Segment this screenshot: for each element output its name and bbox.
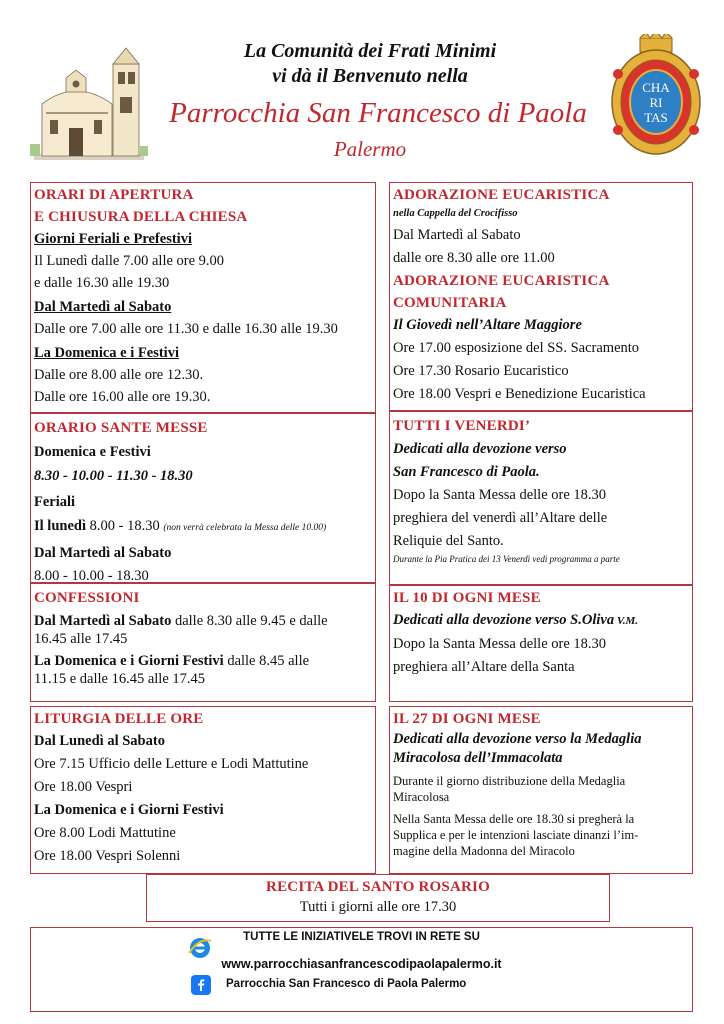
header-line1: La Comunità dei Frati Minimi	[243, 40, 497, 62]
adorazione-item2: Ore 17.30 Rosario Eucaristico	[393, 363, 569, 379]
messe-martedi-label: Dal Martedì al Sabato	[34, 545, 172, 561]
messe-domenica-label: Domenica e Festivi	[34, 444, 151, 460]
emblem-text-3: TAS	[644, 110, 668, 125]
church-illustration	[28, 42, 148, 164]
dieci-line1: Dopo la Santa Messa delle ore 18.30	[393, 636, 607, 652]
dieci-dedica: Dedicati alla devozione verso S.Oliva	[393, 612, 615, 628]
ventisette-line2: Miracolosa	[393, 790, 450, 804]
confessioni-martedi-label: Dal Martedì al Sabato	[34, 613, 172, 629]
rosario-text: Tutti i giorni alle ore 17.30	[299, 899, 457, 915]
venerdi-line2: preghiera del venerdì all’Altare delle	[393, 510, 608, 526]
ventisette-dedica-1: Dedicati alla devozione verso la Medaglia	[393, 731, 642, 747]
facebook-link[interactable]: Parrocchia San Francesco di Paola Palermo	[226, 978, 467, 990]
confessioni-domenica-2: 11.15 e dalle 16.45 alle 17.45	[34, 671, 206, 687]
orari-martedi-text: Dalle ore 7.00 alle ore 11.30 e dalle 16.30 alle 19.30	[34, 321, 338, 337]
confessioni-martedi-1: dalle 8.30 alle 9.45 e dalle	[171, 613, 328, 629]
ventisette-line5: magine della Madonna del Miracolo	[393, 844, 575, 858]
venerdi-title: TUTTI I VENERDI’	[393, 418, 531, 434]
confessioni-martedi-row	[34, 612, 328, 630]
venerdi-dedica-2: San Francesco di Paola.	[393, 464, 540, 480]
charitas-emblem	[610, 34, 702, 164]
dieci-title: IL 10 DI OGNI MESE	[393, 590, 541, 606]
footer-heading: TUTTE LE INIZIATIVELE TROVI IN RETE SU	[243, 931, 480, 943]
messe-lunedi-label: Il lunedì	[34, 518, 86, 534]
ventisette-line3: Nella Santa Messa delle ore 18.30 si pregherà la	[393, 812, 635, 826]
messe-lunedi-times: 8.00 - 18.30	[85, 518, 164, 534]
confessioni-domenica-1: dalle 8.45 alle	[223, 653, 310, 669]
orari-martedi-label: Dal Martedì al Sabato	[34, 299, 172, 315]
facebook-icon[interactable]	[191, 975, 211, 995]
rosario-title: RECITA DEL SANTO ROSARIO	[266, 879, 490, 895]
liturgia-festivi-1: Ore 8.00 Lodi Mattutine	[34, 825, 176, 841]
orari-domenica-2: Dalle ore 16.00 alle ore 19.30.	[34, 389, 211, 405]
orari-title1: ORARI DI APERTURA	[34, 187, 194, 203]
messe-domenica-times: 8.30 - 10.00 - 11.30 - 18.30	[34, 468, 193, 484]
confessioni-domenica-row	[34, 652, 328, 670]
adorazione-location: nella Cappella del Crocifisso	[393, 208, 518, 219]
venerdi-dedica-1: Dedicati alla devozione verso	[393, 441, 567, 457]
liturgia-feriali-2: Ore 18.00 Vespri	[34, 779, 133, 795]
venerdi-line3: Reliquie del Santo.	[393, 533, 504, 549]
confessioni-martedi-2: 16.45 alle 17.45	[34, 631, 128, 647]
website-link[interactable]: www.parrocchiasanfrancescodipaolapalermo.it	[221, 957, 502, 971]
liturgia-feriali-1: Ore 7.15 Ufficio delle Letture e Lodi Mattutine	[34, 756, 309, 772]
confessioni-domenica-label: La Domenica e i Giorni Festivi	[34, 653, 224, 669]
messe-martedi-times: 8.00 - 10.00 - 18.30	[34, 568, 149, 584]
messe-feriali-label: Feriali	[34, 494, 76, 510]
adorazione-line2: dalle ore 8.30 alle ore 11.00	[393, 250, 555, 266]
messe-title: ORARIO SANTE MESSE	[34, 420, 208, 436]
adorazione-title2a: ADORAZIONE EUCARISTICA	[393, 273, 610, 289]
emblem-text-1: CHA	[642, 80, 670, 95]
adorazione-giovedi: Il Giovedì nell’Altare Maggiore	[393, 317, 582, 333]
confessioni-title: CONFESSIONI	[34, 590, 140, 606]
venerdi-note: Durante la Pia Pratica dei 13 Venerdì vedi programma a parte	[393, 554, 620, 564]
liturgia-title: LITURGIA DELLE ORE	[34, 711, 204, 727]
orari-title2: E CHIUSURA DELLA CHIESA	[34, 209, 248, 225]
header-line2: vi dà il Benvenuto nella	[272, 65, 468, 87]
orari-domenica-1: Dalle ore 8.00 alle ore 12.30.	[34, 367, 204, 383]
messe-lunedi-row	[34, 515, 326, 539]
city-title: Palermo	[333, 137, 407, 161]
liturgia-feriali-label: Dal Lunedì al Sabato	[34, 733, 165, 749]
adorazione-title2b: COMUNITARIA	[393, 295, 507, 311]
venerdi-line1: Dopo la Santa Messa delle ore 18.30	[393, 487, 607, 503]
liturgia-festivi-label: La Domenica e i Giorni Festivi	[34, 802, 224, 818]
dieci-dedica-suffix: V.M.	[614, 615, 639, 627]
ventisette-title: IL 27 DI OGNI MESE	[393, 711, 541, 727]
ventisette-line1: Durante il giorno distribuzione della Medaglia	[393, 774, 626, 788]
adorazione-item3: Ore 18.00 Vespri e Benedizione Eucaristica	[393, 386, 646, 402]
messe-lunedi-note: (non verrà celebrata la Messa delle 10.00)	[163, 523, 327, 533]
liturgia-festivi-2: Ore 18.00 Vespri Solenni	[34, 848, 181, 864]
dieci-line2: preghiera all’Altare della Santa	[393, 659, 575, 675]
dieci-dedica-row	[393, 609, 638, 632]
adorazione-item1: Ore 17.00 esposizione del SS. Sacramento	[393, 340, 640, 356]
orari-lunedi-2: e dalle 16.30 alle 19.30	[34, 275, 170, 291]
orari-lunedi-1: Il Lunedì dalle 7.00 alle ore 9.00	[34, 253, 225, 269]
adorazione-line1: Dal Martedì al Sabato	[393, 227, 521, 243]
adorazione-title: ADORAZIONE EUCARISTICA	[393, 187, 610, 203]
emblem-text-2: RI	[649, 95, 663, 110]
ventisette-dedica-2: Miracolosa dell’Immacolata	[393, 750, 563, 766]
orari-domenica-label: La Domenica e i Festivi	[34, 345, 179, 361]
parish-title: Parrocchia San Francesco di Paola	[169, 97, 587, 129]
orari-feriali-label: Giorni Feriali e Prefestivi	[34, 231, 192, 247]
ventisette-line4: Supplica e per le intenzioni lasciate dinanzi l’im-	[393, 828, 639, 842]
